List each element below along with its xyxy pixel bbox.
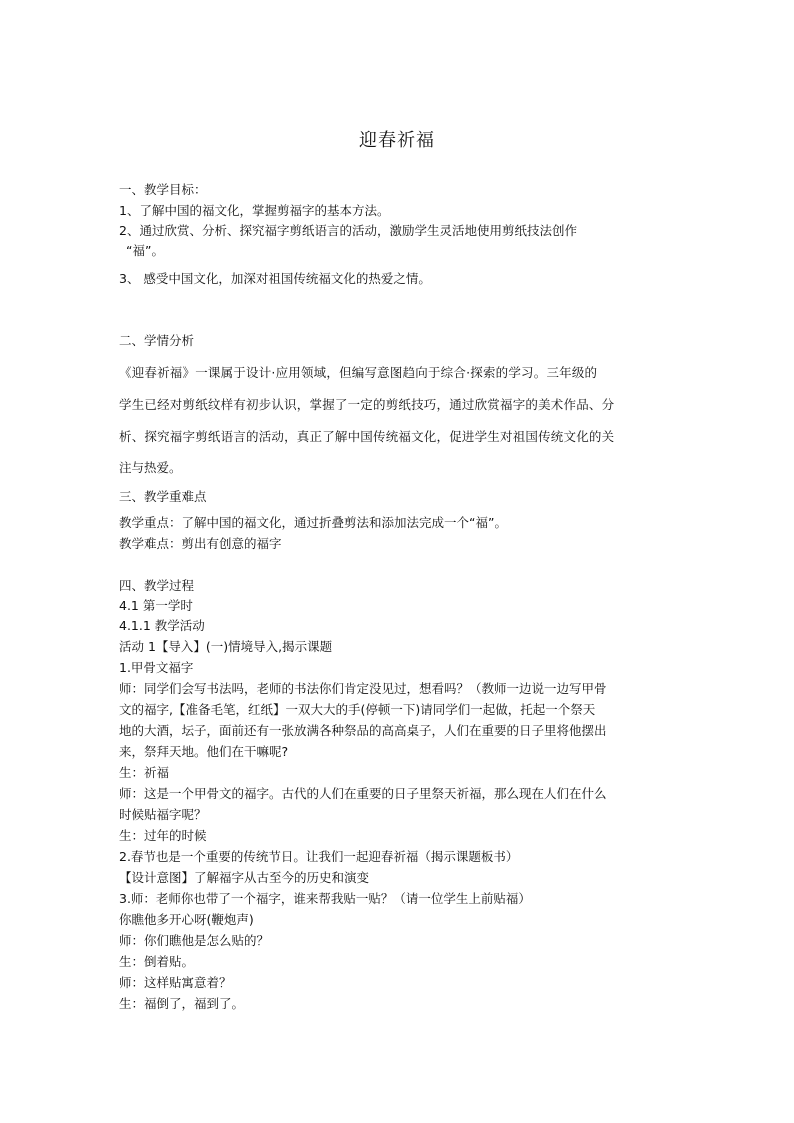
subsection-activities: 4.1.1 教学活动: [119, 618, 205, 633]
objective-2: 2、通过欣赏、分析、探究福字剪纸语言的活动，激励学生灵活地使用剪纸技法创作: [119, 223, 577, 238]
analysis-line-1: 《迎春祈福》一课属于设计·应用领域，但编写意图趋向于综合·探索的学习。三年级的: [119, 365, 598, 380]
student-line-2: 生：过年的时候: [119, 828, 207, 843]
teacher-line-1a: 师：同学们会写书法吗，老师的书法你们肯定没见过，想看吗？（教师一边说一边写甲骨: [119, 681, 607, 696]
difficult-point: 教学难点：剪出有创意的福字: [119, 536, 282, 551]
teacher-line-3: 师：你们瞧他是怎么贴的？: [119, 933, 270, 948]
teacher-line-4: 师：这样贴寓意着？: [119, 975, 232, 990]
section-heading-process: 四、教学过程: [119, 578, 195, 593]
item-2: 2.春节也是一个重要的传统节日。让我们一起迎春祈福（揭示课题板书）: [119, 849, 519, 864]
objective-2-continued: “福”。: [126, 243, 164, 258]
analysis-line-2: 学生已经对剪纸纹样有初步认识，掌握了一定的剪纸技巧，通过欣赏福字的美术作品、分: [119, 397, 615, 412]
teacher-line-1c: 地的大酒，坛子，面前还有一张放满各种祭品的高高桌子，人们在重要的日子里将他摆出: [119, 723, 607, 738]
teacher-line-2b: 时候贴福字呢？: [119, 807, 207, 822]
analysis-line-4: 注与热爱。: [119, 460, 182, 475]
section-heading-objectives: 一、教学目标：: [119, 182, 207, 197]
section-heading-key-points: 三、教学重难点: [119, 489, 207, 504]
teacher-line-1b: 文的福字,【准备毛笔，红纸】一双大大的手(停顿一下)请同学们一起做，托起一个祭天: [119, 702, 596, 717]
student-line-3: 生：倒着贴。: [119, 954, 195, 969]
item-1: 1.甲骨文福字: [119, 660, 194, 675]
subsection-first-lesson: 4.1 第一学时: [119, 598, 193, 613]
analysis-line-3: 析、探究福字剪纸语言的活动，真正了解中国传统福文化，促进学生对祖国传统文化的关: [119, 429, 615, 444]
narration-line: 你瞧他多开心呀(鞭炮声): [119, 912, 254, 927]
design-intent: 【设计意图】了解福字从古至今的历史和演变: [119, 870, 370, 885]
key-point: 教学重点：了解中国的福文化，通过折叠剪法和添加法完成一个“福”。: [119, 515, 507, 530]
activity-1: 活动 1【导入】(一)情境导入,揭示课题: [119, 639, 333, 654]
teacher-line-1d: 来，祭拜天地。他们在干嘛呢?: [119, 744, 289, 759]
student-line-4: 生：福倒了，福到了。: [119, 996, 245, 1011]
item-3: 3.师：老师你也带了一个福字，谁来帮我贴一贴？（请一位学生上前贴福）: [119, 891, 531, 906]
objective-3: 3、 感受中国文化，加深对祖国传统福文化的热爱之情。: [119, 271, 431, 286]
page-title: 迎春祈福: [359, 130, 435, 151]
teacher-line-2a: 师：这是一个甲骨文的福字。古代的人们在重要的日子里祭天祈福，那么现在人们在什么: [119, 786, 607, 801]
objective-1: 1、了解中国的福文化，掌握剪福字的基本方法。: [119, 203, 390, 218]
student-line-1: 生：祈福: [119, 765, 170, 780]
section-heading-analysis: 二、学情分析: [119, 333, 195, 348]
